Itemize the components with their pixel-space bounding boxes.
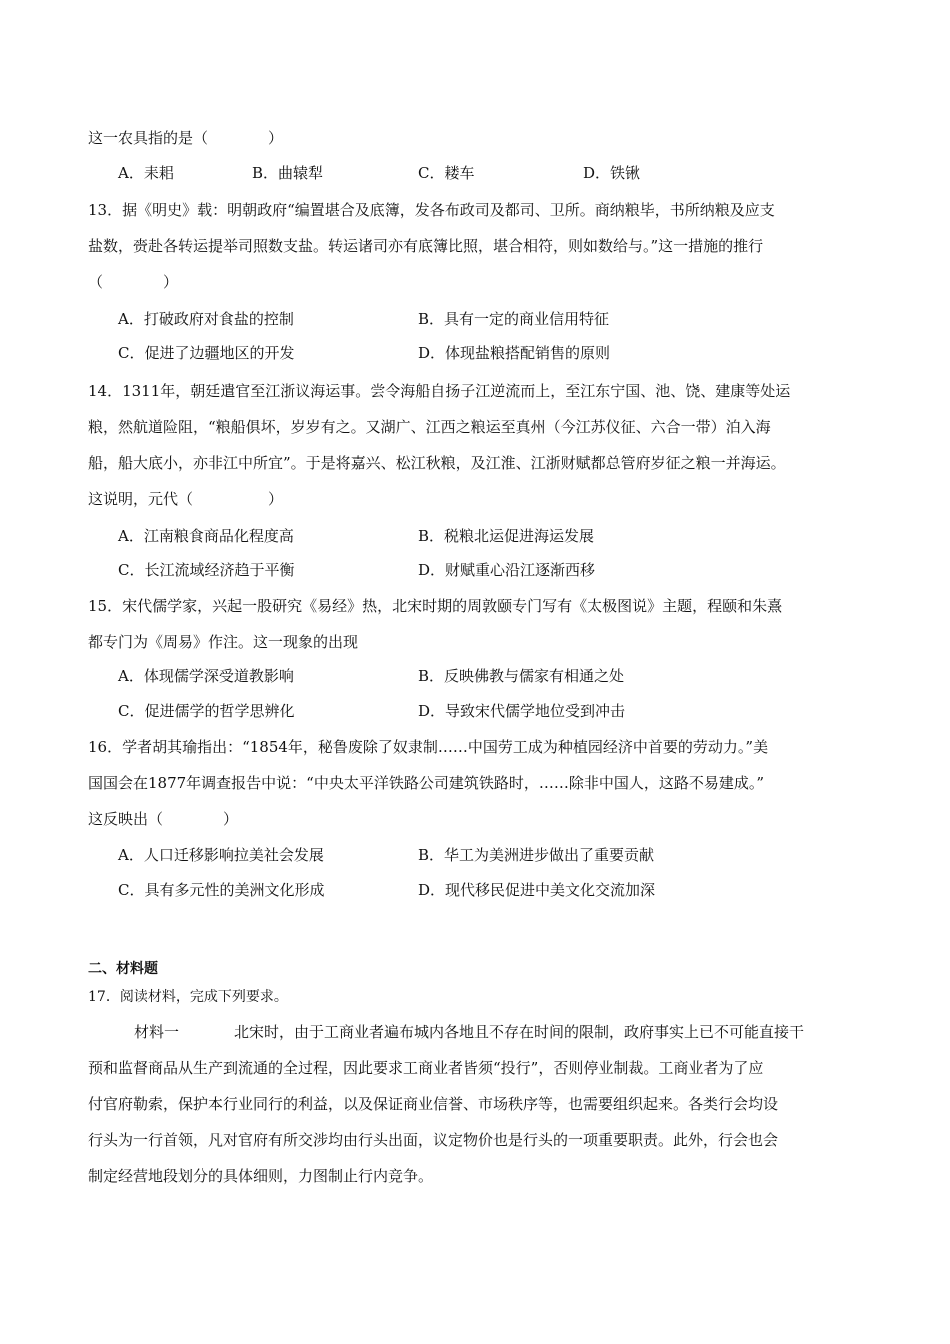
q13-line-3: （ ） xyxy=(88,273,179,291)
q12-stem-end: 这一农具指的是（ ） xyxy=(88,129,284,147)
material1-line-3: 付官府勒索，保护本行业同行的利益，以及保证商业信誉、市场秩序等，也需要组织起来。各类行会均设 xyxy=(88,1095,779,1113)
q15-option-c: C．促进儒学的哲学思辨化 xyxy=(118,702,295,720)
q16-option-a: A．人口迁移影响拉美社会发展 xyxy=(118,846,324,864)
q14-option-d: D．财赋重心沿江逐渐西移 xyxy=(418,561,596,579)
q15-option-a: A．体现儒学深受道教影响 xyxy=(118,667,294,685)
material1-label: 材料一 xyxy=(134,1023,180,1041)
q13-option-a: A．打破政府对食盐的控制 xyxy=(118,310,294,328)
material1-line-2: 预和监督商品从生产到流通的全过程，因此要求工商业者皆须“投行”，否则停业制裁。工商业者为了应 xyxy=(88,1059,764,1077)
q14-line-3: 船，船大底小，亦非江中所宜”。于是将嘉兴、松江秋粮，及江淮、江浙财赋都总管府岁征之粮一并海运。 xyxy=(88,454,786,472)
q14-option-a: A．江南粮食商品化程度高 xyxy=(118,527,294,545)
q13-option-b: B．具有一定的商业信用特征 xyxy=(418,310,610,328)
q16-option-b: B．华工为美洲进步做出了重要贡献 xyxy=(418,846,655,864)
q14-option-c: C．长江流域经济趋于平衡 xyxy=(118,561,295,579)
material1-line-4: 行头为一行首领，凡对官府有所交涉均由行头出面，议定物价也是行头的一项重要职责。此外，行会也会 xyxy=(88,1131,779,1149)
q13-line-1: 13．据《明史》载：明朝政府“编置堪合及底簿，发各布政司及都司、卫所。商纳粮毕，书所纳粮及应支 xyxy=(88,201,775,219)
q12-option-c: C．耧车 xyxy=(418,164,475,182)
q13-line-2: 盐数，赍赴各转运提举司照数支盐。转运诸司亦有底簿比照，堪合相符，则如数给与。”这一措施的推行 xyxy=(88,237,764,255)
q14-option-b: B．税粮北运促进海运发展 xyxy=(418,527,595,545)
q16-line-2: 国国会在1877年调查报告中说：“中央太平洋铁路公司建筑铁路时，……除非中国人，这路不易建成。” xyxy=(88,774,765,792)
q16-line-3: 这反映出（ ） xyxy=(88,810,239,828)
q15-line-1: 15．宋代儒学家，兴起一股研究《易经》热，北宋时期的周敦颐专门写有《太极图说》主题，程颐和朱熹 xyxy=(88,597,783,615)
q12-option-b: B．曲辕犁 xyxy=(252,164,324,182)
q13-option-d: D．体现盐粮搭配销售的原则 xyxy=(418,344,611,362)
q15-option-d: D．导致宋代儒学地位受到冲击 xyxy=(418,702,626,720)
q12-option-a: A．耒耜 xyxy=(118,164,174,182)
q16-option-d: D．现代移民促进中美文化交流加深 xyxy=(418,881,656,899)
q13-option-c: C．促进了边疆地区的开发 xyxy=(118,344,295,362)
material1-line-1: 北宋时，由于工商业者遍布城内各地且不存在时间的限制，政府事实上已不可能直接干 xyxy=(234,1023,805,1041)
section-heading: 二、材料题 xyxy=(88,961,158,977)
q15-line-2: 都专门为《周易》作注。这一现象的出现 xyxy=(88,633,359,651)
q14-line-2: 粮，然航道险阻，“粮船俱坏，岁岁有之。又湖广、江西之粮运至真州（今江苏仪征、六合一带）泊入海 xyxy=(88,418,771,436)
q17-intro: 17．阅读材料，完成下列要求。 xyxy=(88,989,288,1005)
material1-line-5: 制定经营地段划分的具体细则，力图制止行内竞争。 xyxy=(88,1167,434,1185)
q16-option-c: C．具有多元性的美洲文化形成 xyxy=(118,881,325,899)
q12-option-d: D．铁锹 xyxy=(583,164,641,182)
q14-line-1: 14．1311年，朝廷遣官至江浙议海运事。尝令海船自扬子江逆流而上，至江东宁国、池、饶、建康等处运 xyxy=(88,382,791,400)
q15-option-b: B．反映佛教与儒家有相通之处 xyxy=(418,667,625,685)
q16-line-1: 16．学者胡其瑜指出：“1854年，秘鲁废除了奴隶制……中国劳工成为种植园经济中首要的劳动力。”美 xyxy=(88,738,769,756)
q14-line-4: 这说明，元代（ ） xyxy=(88,490,284,508)
